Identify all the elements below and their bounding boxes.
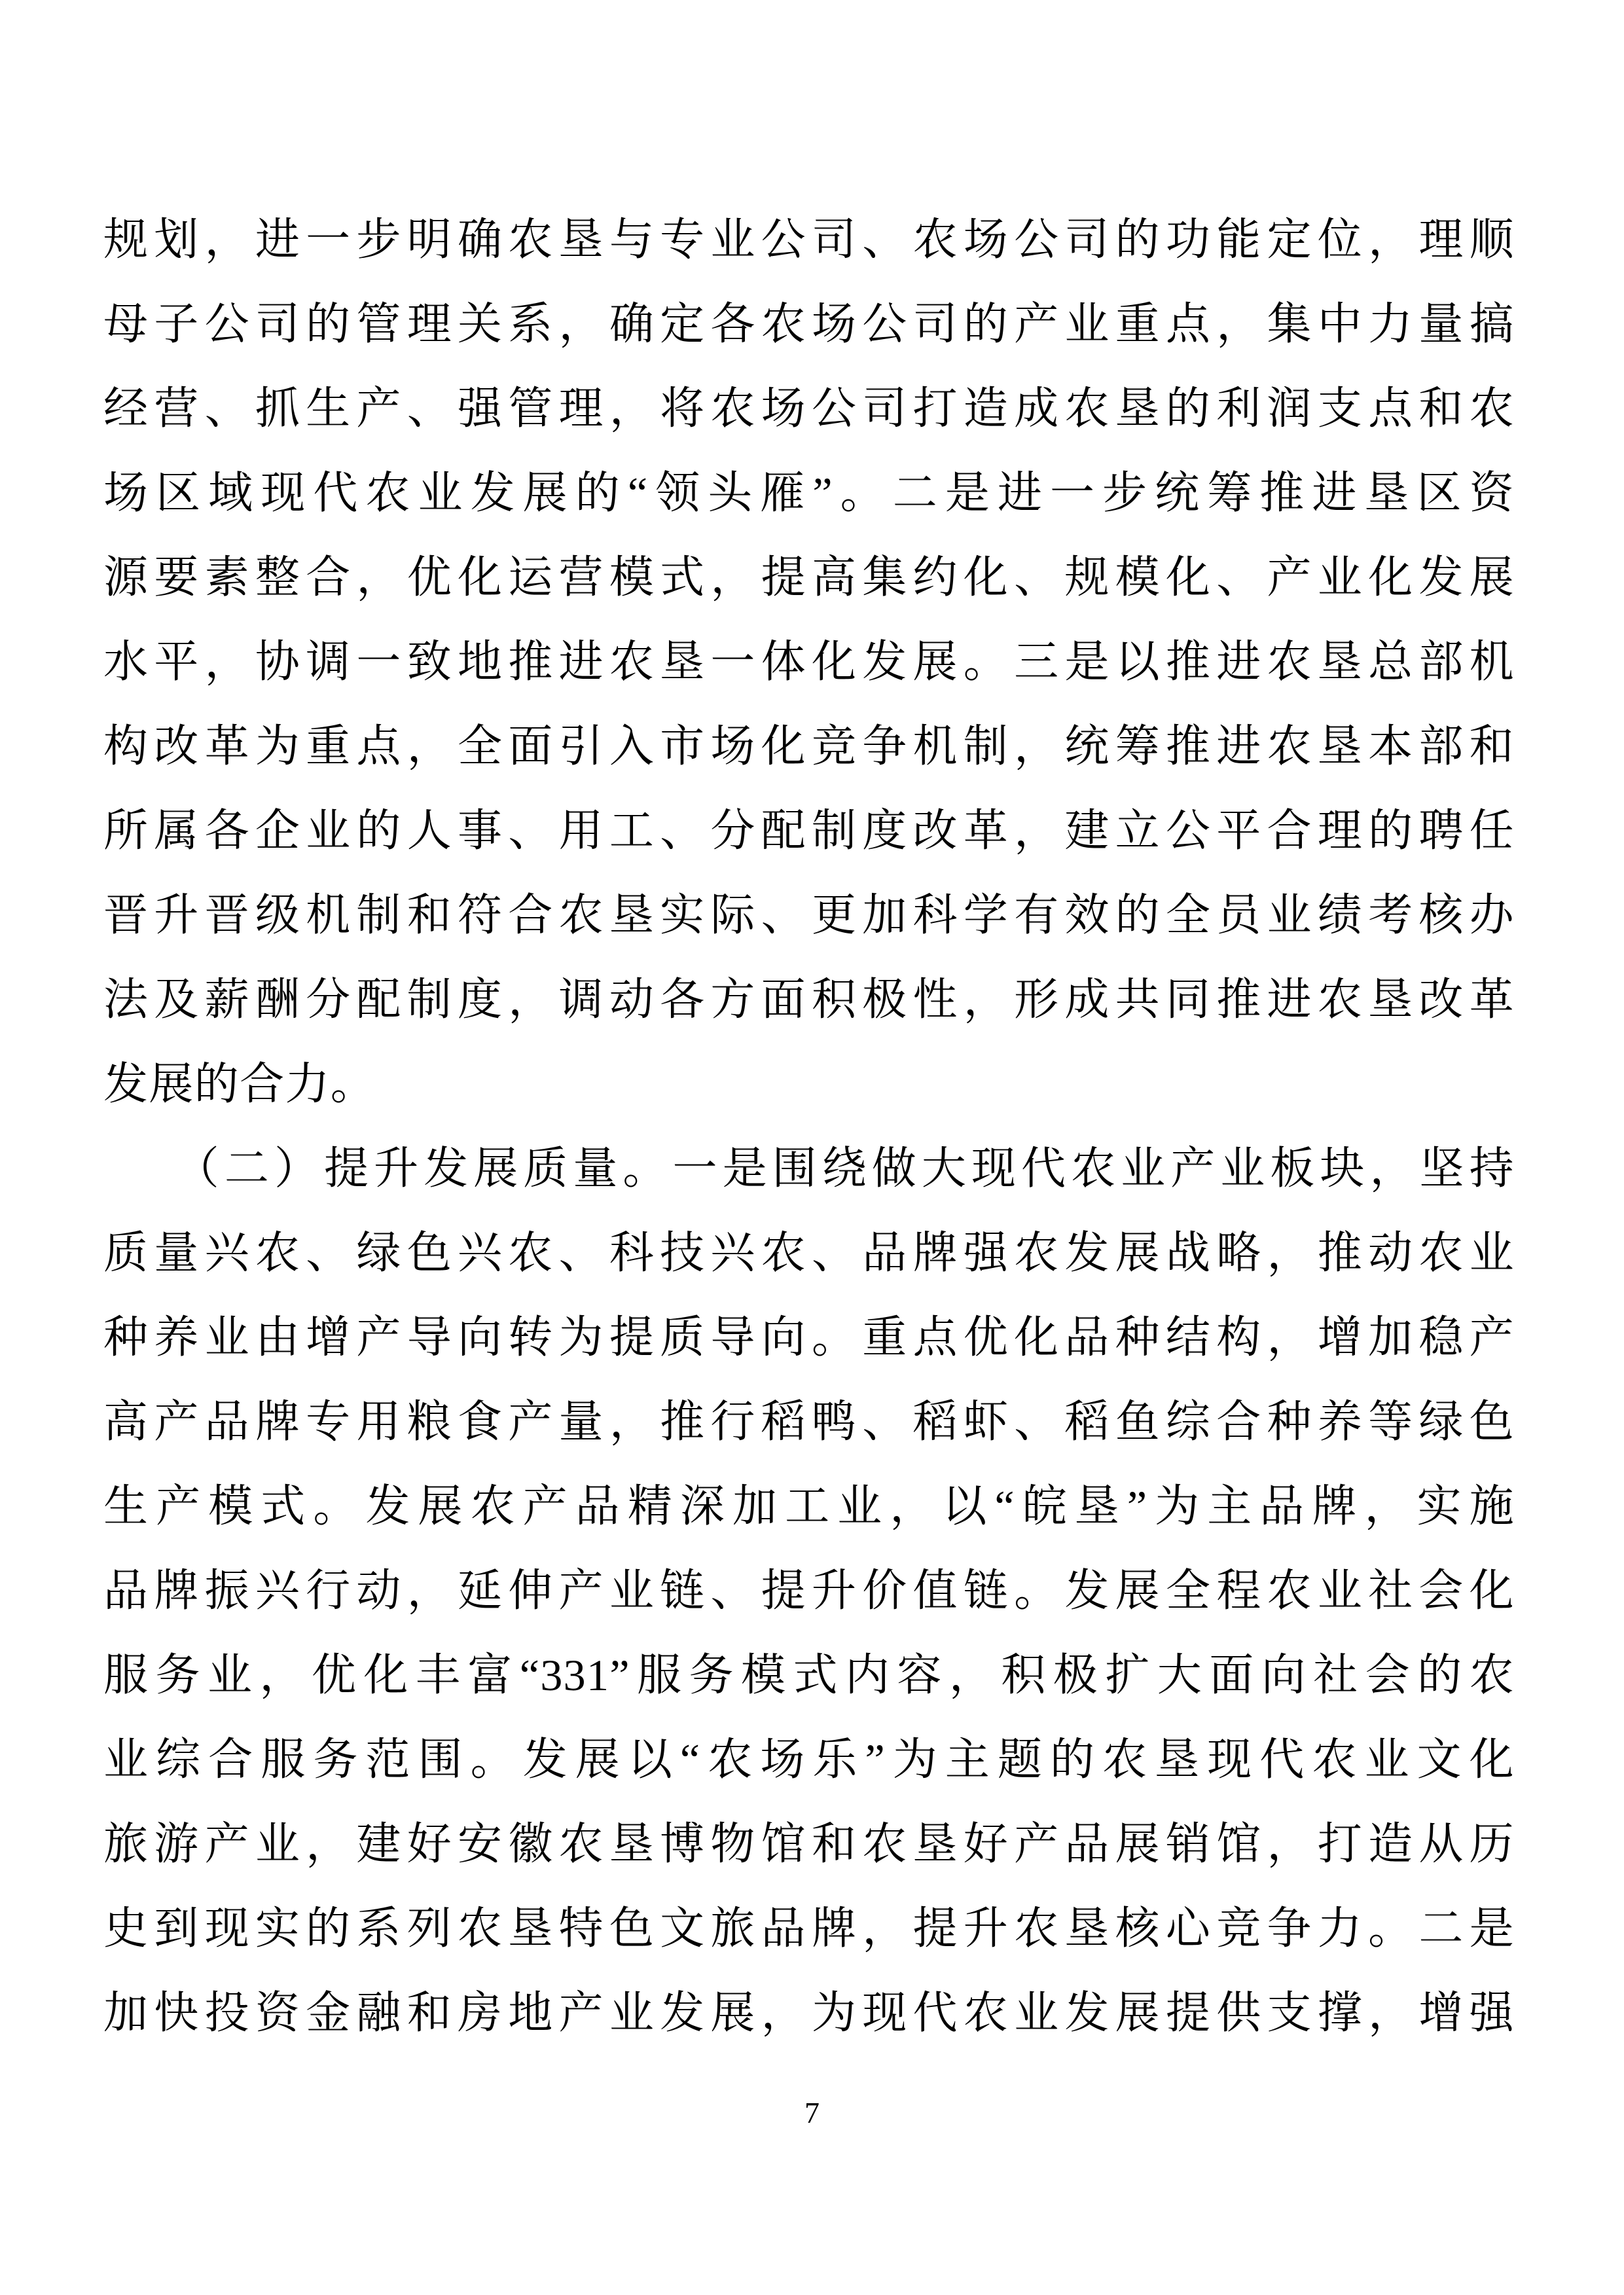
body-line: 源要素整合，优化运营模式，提高集约化、规模化、产业化发展	[103, 552, 1515, 602]
body-line: 生产模式。发展农产品精深加工业，以“皖垦”为主品牌，实施	[103, 1481, 1515, 1531]
body-line: 场区域现代农业发展的“领头雁”。二是进一步统筹推进垦区资	[103, 468, 1515, 518]
body-line: 史到现实的系列农垦特色文旅品牌，提升农垦核心竞争力。二是	[103, 1904, 1515, 1953]
body-line: 品牌振兴行动，延伸产业链、提升价值链。发展全程农业社会化	[103, 1566, 1515, 1616]
body-line: 高产品牌专用粮食产量，推行稻鸭、稻虾、稻鱼综合种养等绿色	[103, 1397, 1515, 1447]
body-line paragraph-start: （二）提升发展质量。一是围绕做大现代农业产业板块，坚持	[174, 1144, 1515, 1193]
body-line: 经营、抓生产、强管理，将农场公司打造成农垦的利润支点和农	[103, 384, 1515, 433]
page-number: 7	[804, 2096, 820, 2129]
body-line: 服务业，优化丰富“331”服务模式内容，积极扩大面向社会的农	[103, 1650, 1515, 1700]
body-line: 水平，协调一致地推进农垦一体化发展。三是以推进农垦总部机	[103, 637, 1515, 687]
body-line: 晋升晋级机制和符合农垦实际、更加科学有效的全员业绩考核办	[103, 890, 1515, 940]
body-line: 所属各企业的人事、用工、分配制度改革，建立公平合理的聘任	[103, 806, 1515, 856]
body-line: 旅游产业，建好安徽农垦博物馆和农垦好产品展销馆，打造从历	[103, 1819, 1515, 1869]
document-body	[103, 198, 1515, 2055]
body-line: 母子公司的管理关系，确定各农场公司的产业重点，集中力量搞	[103, 299, 1515, 349]
body-line: 业综合服务范围。发展以“农场乐”为主题的农垦现代农业文化	[103, 1735, 1515, 1784]
body-line: 构改革为重点，全面引入市场化竞争机制，统筹推进农垦本部和	[103, 721, 1515, 771]
body-line: 种养业由增产导向转为提质导向。重点优化品种结构，增加稳产	[103, 1312, 1515, 1362]
body-line: 法及薪酬分配制度，调动各方面积极性，形成共同推进农垦改革	[103, 975, 1515, 1024]
body-line: 质量兴农、绿色兴农、科技兴农、品牌强农发展战略，推动农业	[103, 1228, 1515, 1278]
body-line: 加快投资金融和房地产业发展，为现代农业发展提供支撑，增强	[103, 1988, 1515, 2038]
body-line paragraph-end: 发展的合力。	[103, 1059, 376, 1109]
body-line: 规划，进一步明确农垦与专业公司、农场公司的功能定位，理顺	[103, 215, 1515, 264]
